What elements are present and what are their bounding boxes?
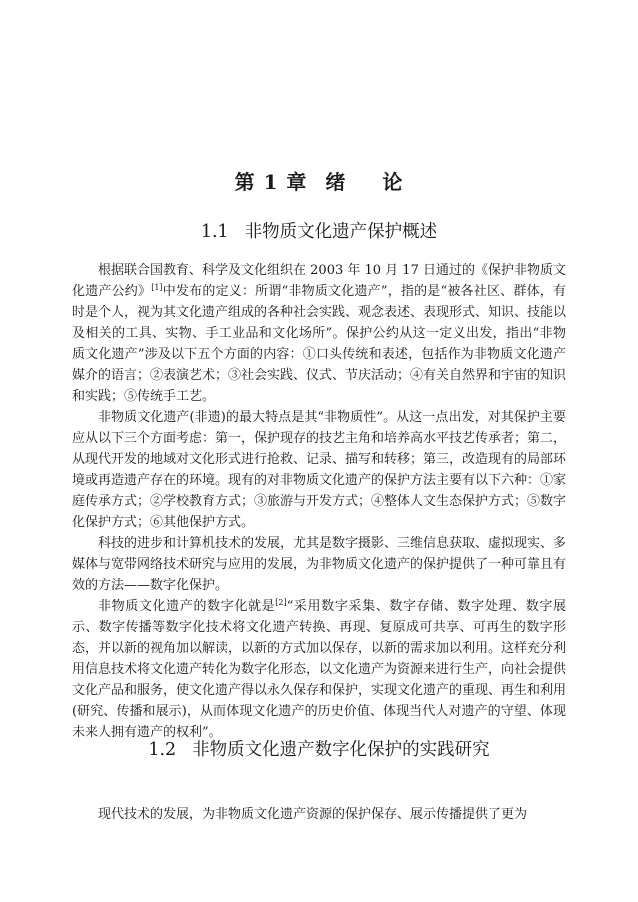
paragraph-text: 根据联合国教育、科学及文化组织在 2003 年 10 月 17 日通过的《保护非物质文化遗产公约》 xyxy=(72,263,566,299)
chapter-label: 第 xyxy=(234,170,256,194)
section-heading-1-1 xyxy=(0,218,638,243)
paragraph: 科技的进步和计算机技术的发展，尤其是数字摄影、三维信息获取、虚拟现实、多媒体与宽带网络技术研究与应用的发展，为非物质文化遗产的保护提供了一种可靠且有效的方法——数字化保护。 xyxy=(72,536,567,593)
chapter-title xyxy=(0,166,638,195)
chapter-unit: 章 xyxy=(286,170,308,194)
chapter-number: 1 xyxy=(263,170,279,194)
paragraph: 非物质文化遗产(非遗)的最大特点是其“非物质性”。从这一点出发，对其保护主要应从以下三个方面考虑：第一，保护现存的技艺主角和培养高水平技艺传承者；第二，从现代开发的地域对文化形式进行抢救、记录、描写和转移；第三，改造现有的局部环境或再造遗产存在的环境。现有的对非物质文化遗产的保护方法主要有以下六种：①家庭传承方式；②学校教育方式；③旅游与开发方式；④整体人文生态保护方式；⑤数字化保护方式；⑥其他保护方式。 xyxy=(72,410,567,530)
paragraph-text: 非物质文化遗产的数字化就是 xyxy=(98,599,276,614)
section-1-1-body xyxy=(72,260,566,743)
citation-ref: [1] xyxy=(151,283,163,292)
paragraph xyxy=(72,260,566,407)
paragraph-text: 中发布的定义：所谓“非物质文化遗产”，指的是“被各社区、群体，有时是个人，视为其文化遗产组成的各种社会实践、观念表述、表现形式、知识、技能以及相关的工具、实物、手工业品和文化场所”。保护公约从这一定义出发，指出“非物质文化遗产”涉及以下五个方面的内容：①口头传统和表述，包括作为非物质文化遗产媒介的语言；②表演艺术；③社会实践、仪式、节庆活动；④有关自然界和宇宙的知识和实践；⑤传统手工艺。 xyxy=(72,284,567,404)
section-heading-1-2 xyxy=(0,736,638,761)
paragraph xyxy=(72,596,566,743)
paragraph: 现代技术的发展，为非物质文化遗产资源的保护保存、展示传播提供了更为 xyxy=(98,807,528,822)
chapter-title-part1: 绪 xyxy=(325,170,347,194)
section-number: 1.2 xyxy=(148,740,177,760)
section-number: 1.1 xyxy=(200,222,229,242)
chapter-title-part2: 论 xyxy=(382,170,404,194)
section-title: 非物质文化遗产保护概述 xyxy=(244,222,438,242)
paragraph-text: “采用数字采集、数字存储、数字处理、数字展示、数字传播等数字化技术将文化遗产转换、再现、复原成可共享、可再生的数字形态，并以新的视角加以解读，以新的方式加以保存，以新的需求加以利用。这样充分利用信息技术将文化遗产转化为数字化形态，以文化遗产为资源来进行生产，向社会提供文化产品和服务，使文化遗产得以永久保存和保护，实现文化遗产的重现、再生和利用(研究、传播和展示)，从而体现文化遗产的历史价值、体现当代人对遗产的守望、体现未来人拥有遗产的权利”。 xyxy=(72,599,567,740)
section-1-2-body xyxy=(72,804,566,825)
section-title: 非物质文化遗产数字化保护的实践研究 xyxy=(192,740,490,760)
citation-ref: [2] xyxy=(275,598,287,607)
